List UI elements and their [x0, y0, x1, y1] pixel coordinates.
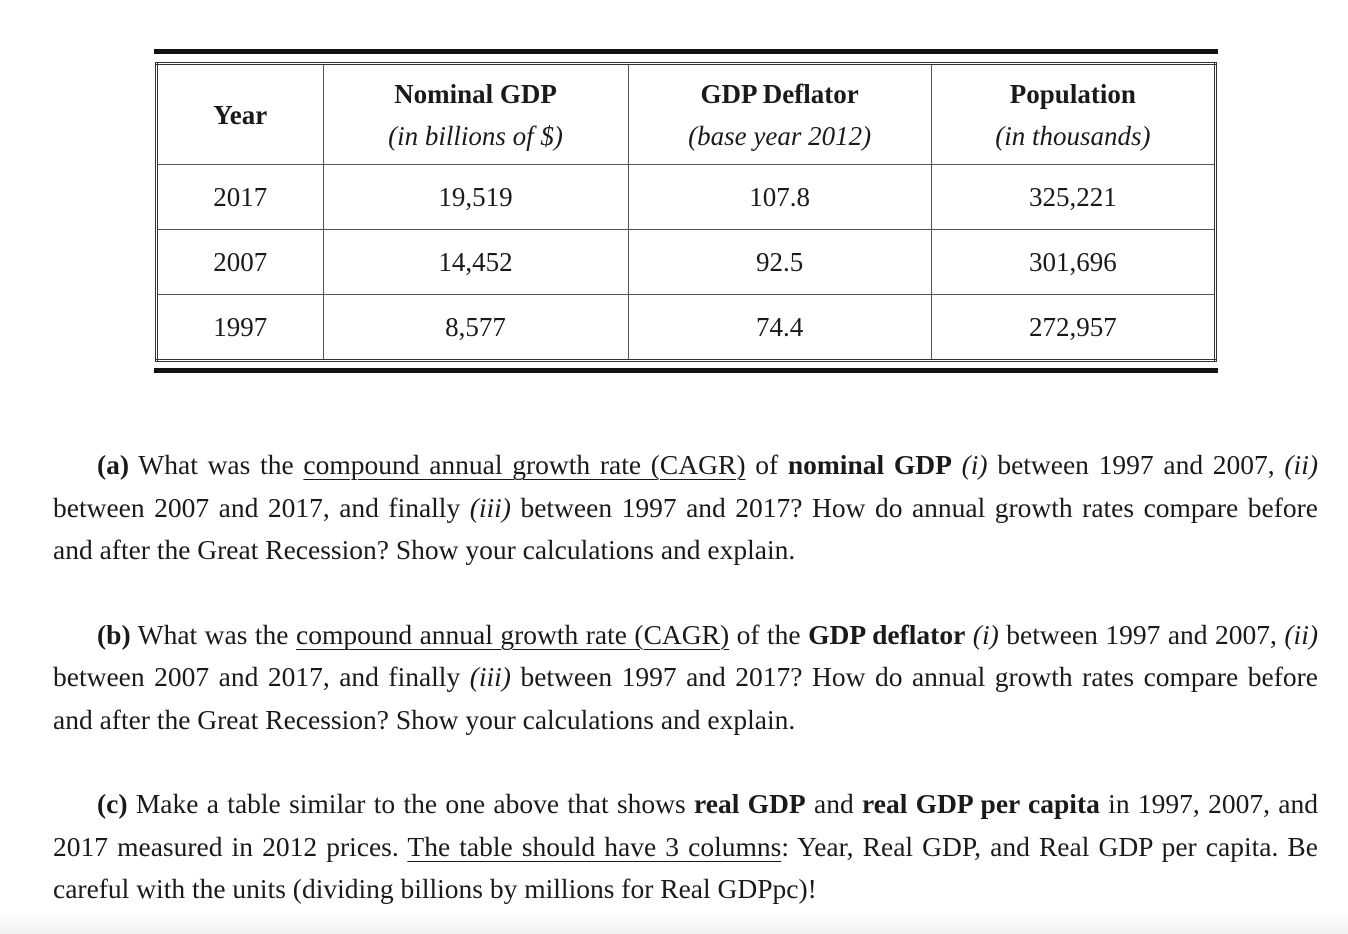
question-c-label: (c)	[97, 788, 128, 819]
question-b-text: of the	[729, 618, 809, 650]
question-a-text: between 2007 and 2017, and finally	[53, 491, 470, 523]
question-a-label: (a)	[97, 449, 130, 480]
question-b-underline: compound annual growth rate (CAGR)	[295, 618, 730, 650]
header-population-title: Population	[1009, 78, 1136, 109]
question-c-bold-real-gdp-per-capita: real GDP per capita	[862, 788, 1100, 819]
question-a-underline: compound annual growth rate (CAGR)	[303, 449, 746, 480]
cell-population: 301,696	[931, 230, 1215, 295]
cell-population: 272,957	[931, 295, 1215, 361]
question-b-text: between 2007 and 2017, and finally	[53, 661, 470, 692]
table-bottom-rule	[154, 368, 1218, 373]
question-a-text	[952, 449, 962, 480]
table-header-row	[157, 64, 1216, 165]
cell-nominal-gdp: 14,452	[323, 230, 628, 295]
cell-year: 2007	[157, 230, 324, 295]
question-c	[53, 783, 1318, 911]
question-b	[53, 614, 1318, 742]
header-nominal-gdp-unit: (in billions of $)	[388, 120, 563, 151]
question-c-text: and	[805, 788, 863, 819]
question-a-part-ii: (ii)	[1284, 449, 1318, 480]
header-nominal-gdp	[323, 64, 628, 165]
question-b-part-ii: (ii)	[1284, 618, 1318, 650]
table-top-rule	[154, 49, 1218, 54]
header-population	[931, 64, 1215, 165]
question-b-text: between 1997 and 2007,	[998, 618, 1285, 650]
question-c-text: : Year, Real GDP, and Real GDP per capita. Be careful with the units (dividing billions by millions for Real GDPpc)!	[53, 830, 1318, 904]
question-c-text: Make a table similar to the one above that shows	[127, 788, 695, 819]
question-a-text: of	[745, 449, 788, 480]
table-row	[157, 165, 1216, 230]
cell-nominal-gdp: 8,577	[323, 295, 628, 361]
cell-gdp-deflator: 107.8	[628, 165, 931, 230]
question-a-bold: nominal GDP	[787, 449, 952, 480]
question-a-text: What was the	[129, 449, 304, 480]
cell-population: 325,221	[931, 165, 1215, 230]
question-c-bold-real-gdp: real GDP	[694, 788, 806, 819]
header-gdp-deflator-unit: (base year 2012)	[688, 120, 872, 151]
question-a-part-iii: (iii)	[469, 491, 511, 523]
cell-gdp-deflator: 74.4	[628, 295, 931, 361]
cell-year: 2017	[157, 165, 324, 230]
page-bottom-shadow	[0, 912, 1348, 934]
question-a	[53, 444, 1318, 572]
question-b-text	[965, 619, 972, 650]
table-row	[157, 230, 1216, 295]
header-year	[157, 64, 324, 165]
header-gdp-deflator-title: GDP Deflator	[700, 78, 859, 109]
data-table-grid	[155, 62, 1217, 362]
question-b-part-i: (i)	[972, 618, 999, 650]
question-b-text: What was the	[130, 618, 296, 650]
cell-year: 1997	[157, 295, 324, 361]
question-c-text: in 1997, 2007, and 2017 measured in 2012 prices.	[53, 788, 1318, 862]
question-list	[53, 444, 1318, 911]
question-b-text: between 1997 and 2017? How do annual growth rates compare before and after the Great Recession? Show your calculations and explain.	[53, 661, 1318, 735]
header-gdp-deflator	[628, 64, 931, 165]
question-b-bold: GDP deflator	[808, 618, 966, 650]
gdp-data-table	[154, 49, 1218, 373]
cell-nominal-gdp: 19,519	[323, 165, 628, 230]
question-b-label: (b)	[97, 618, 131, 650]
header-nominal-gdp-title: Nominal GDP	[394, 78, 557, 109]
question-c-underline: The table should have 3 columns	[407, 830, 782, 862]
cell-gdp-deflator: 92.5	[628, 230, 931, 295]
question-b-part-iii: (iii)	[469, 661, 511, 692]
header-population-unit: (in thousands)	[995, 120, 1151, 151]
table-row	[157, 295, 1216, 361]
question-a-part-i: (i)	[961, 449, 988, 480]
header-year-title: Year	[213, 99, 268, 130]
question-a-text: between 1997 and 2017? How do annual growth rates compare before and after the Great Recession? Show your calculations and explain.	[53, 491, 1318, 565]
question-a-text: between 1997 and 2007,	[987, 449, 1285, 480]
